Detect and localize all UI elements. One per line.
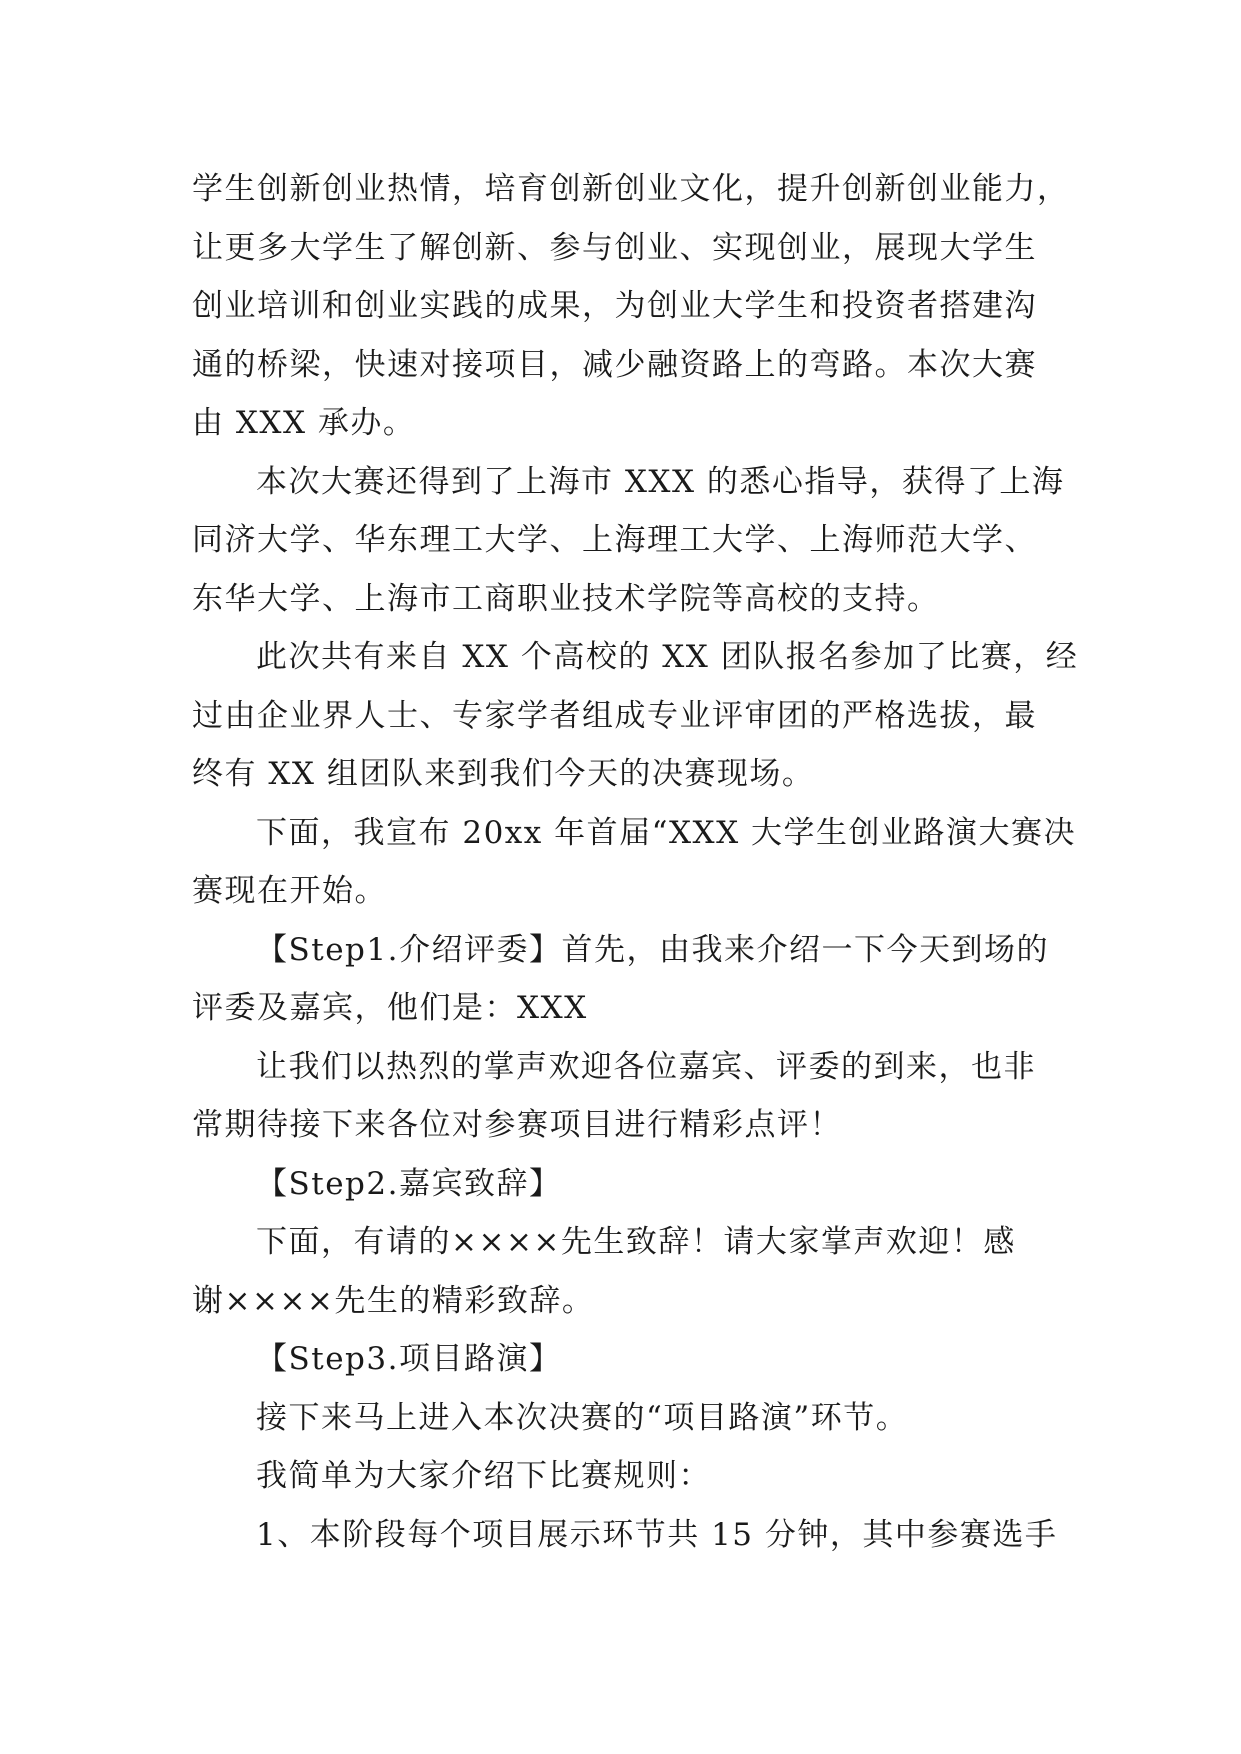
text-line: 赛现在开始。: [192, 873, 387, 909]
text-line: 谢××××先生的精彩致辞。: [192, 1282, 595, 1319]
text-line: 评委及嘉宾，他们是：XXX: [192, 990, 588, 1026]
document-body: [192, 160, 1079, 1564]
text-line: 下面，我宣布 20xx 年首届“XXX 大学生创业路演大赛决: [256, 814, 1077, 851]
text-line: 过由企业界人士、专家学者组成专业评审团的严格选拔，最: [192, 697, 1037, 734]
text-line: 下面，有请的××××先生致辞！请大家掌声欢迎！感: [256, 1224, 1016, 1260]
text-line: 由 XXX 承办。: [192, 405, 416, 441]
text-line: 我简单为大家介绍下比赛规则：: [256, 1458, 711, 1494]
text-line: 终有 XX 组团队来到我们今天的决赛现场。: [192, 756, 815, 792]
text-line: 东华大学、上海市工商职业技术学院等高校的支持。: [192, 580, 940, 617]
text-line: 【Step1.介绍评委】首先，由我来介绍一下今天到场的: [256, 931, 1049, 968]
text-line: 通的桥梁，快速对接项目，减少融资路上的弯路。本次大赛: [192, 346, 1037, 383]
text-line: 同济大学、华东理工大学、上海理工大学、上海师范大学、: [192, 522, 1037, 558]
section-heading: 【Step2.嘉宾致辞】: [256, 1165, 562, 1202]
text-line: 让我们以热烈的掌声欢迎各位嘉宾、评委的到来，也非: [256, 1048, 1036, 1085]
text-line: 接下来马上进入本次决赛的“项目路演”环节。: [256, 1399, 909, 1436]
text-line: 创业培训和创业实践的成果，为创业大学生和投资者搭建沟: [192, 288, 1037, 324]
text-line: 学生创新创业热情，培育创新创业文化，提升创新创业能力，: [192, 171, 1070, 207]
section-heading: 【Step3.项目路演】: [256, 1341, 562, 1377]
text-line: 常期待接下来各位对参赛项目进行精彩点评！: [192, 1107, 842, 1143]
text-line: 本次大赛还得到了上海市 XXX 的悉心指导，获得了上海: [256, 463, 1065, 500]
text-line: 让更多大学生了解创新、参与创业、实现创业，展现大学生: [192, 229, 1037, 266]
text-line: 此次共有来自 XX 个高校的 XX 团队报名参加了比赛，经: [256, 639, 1079, 675]
text-line: 1、本阶段每个项目展示环节共 15 分钟，其中参赛选手: [256, 1516, 1058, 1553]
